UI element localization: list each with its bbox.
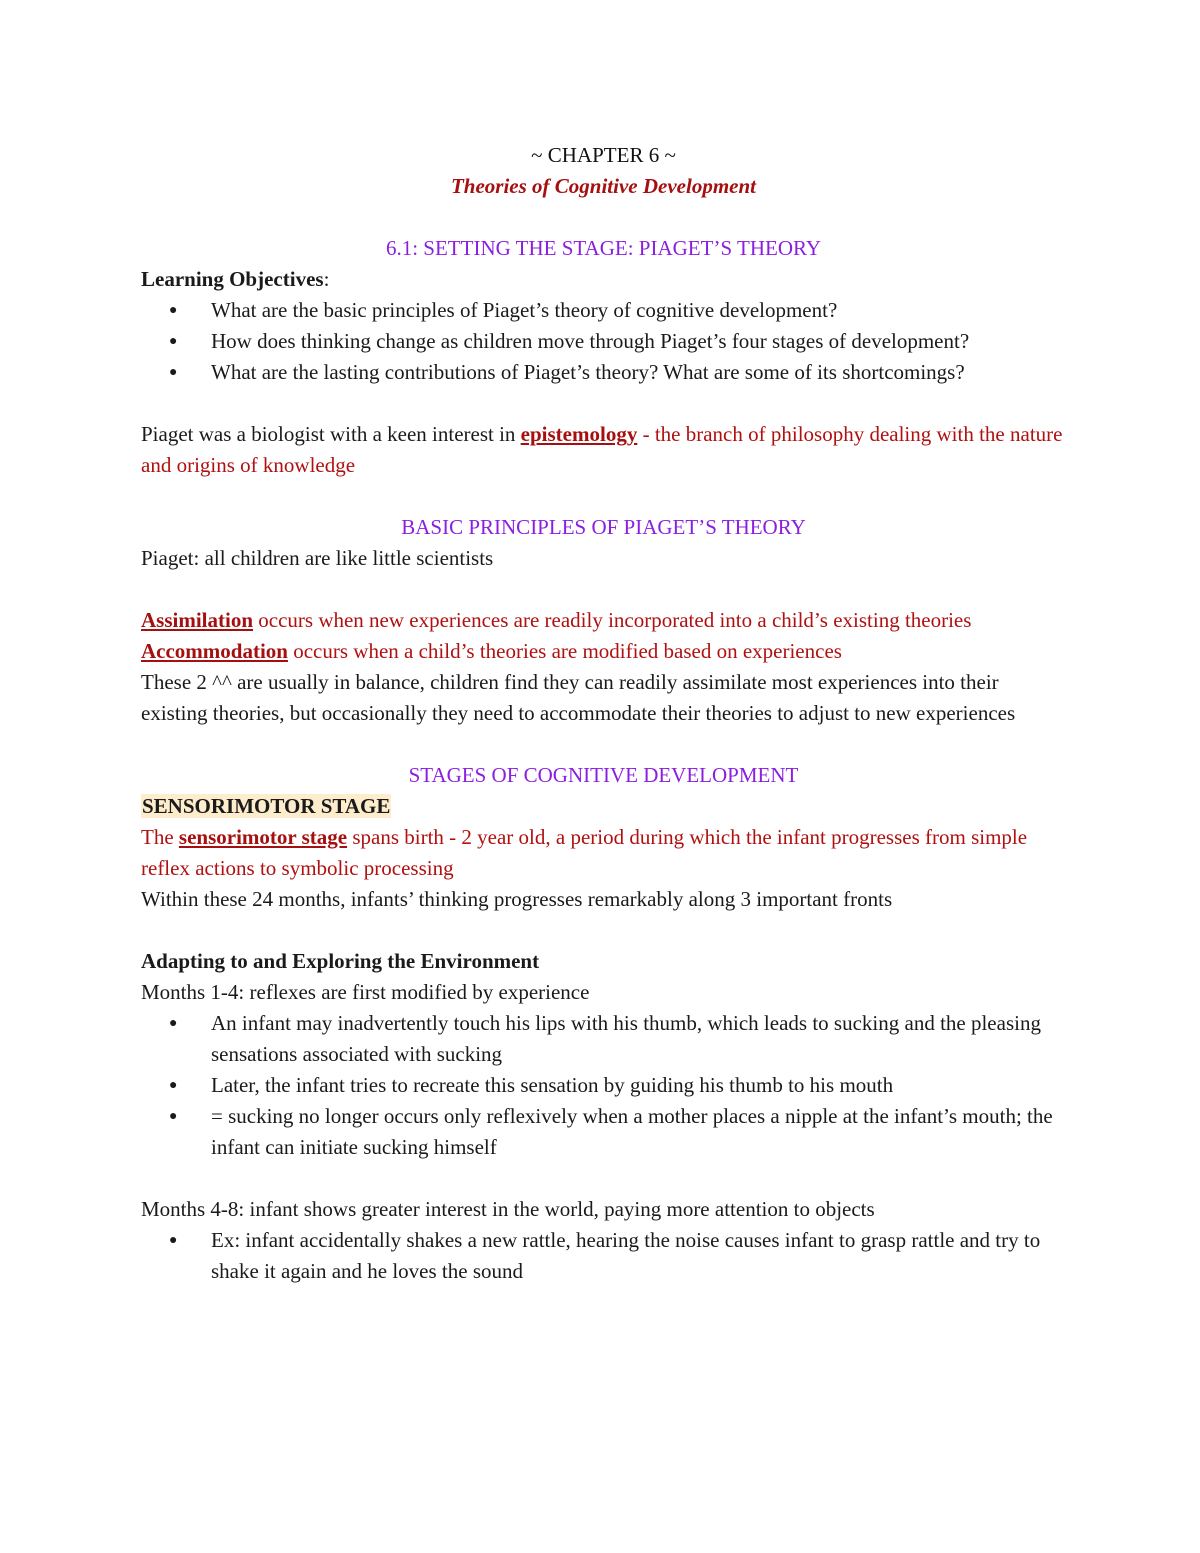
list-item: ● An infant may inadvertently touch his lips with his thumb, which leads to sucking and the pleasing sensations associated with sucking (211, 1008, 1066, 1070)
months-1-4-list (141, 1008, 1066, 1163)
term-sensorimotor-stage: sensorimotor stage (178, 825, 348, 849)
accommodation-def-text: occurs when a child’s theories are modified based on experiences (287, 639, 842, 663)
term-assimilation: Assimilation (141, 608, 254, 632)
chapter-label: ~ CHAPTER 6 ~ (531, 143, 676, 167)
definition-epistemology: - the branch of philosophy dealing with the nature and origins of knowledge (141, 422, 1063, 477)
sm-def-text: spans birth - 2 year old, a period during which the infant progresses from simple reflex actions to symbolic processing (141, 825, 1028, 880)
adapting-heading-text: Adapting to and Exploring the Environment (141, 949, 540, 973)
months-4-8-line: Months 4-8: infant shows greater interest in the world, paying more attention to objects (141, 1197, 875, 1221)
document-body (141, 140, 1066, 1287)
sensorimotor-highlight-label: SENSORIMOTOR STAGE (142, 794, 391, 818)
list-item: ● = sucking no longer occurs only reflexively when a mother places a nipple at the infant’s mouth; the infant can initiate sucking himself (211, 1101, 1066, 1163)
chapter-subtitle: Theories of Cognitive Development (450, 174, 757, 198)
list-item: ● What are the lasting contributions of Piaget’s theory? What are some of its shortcomings? (211, 357, 1066, 388)
list-item: ● Ex: infant accidentally shakes a new rattle, hearing the noise causes infant to grasp rattle and try to shake it again and he loves the sound (211, 1225, 1066, 1287)
term-epistemology: epistemology (520, 422, 638, 446)
piaget-intro (141, 419, 1066, 481)
sensorimotor-label-line (141, 791, 1066, 822)
sensorimotor-definition (141, 822, 1066, 884)
accommodation-definition (141, 636, 1066, 667)
learning-objectives-line (141, 264, 1066, 295)
months-4-8-list (141, 1225, 1066, 1287)
objectives-list (141, 295, 1066, 388)
three-fronts-line: Within these 24 months, infants’ thinking progresses remarkably along 3 important fronts (141, 887, 893, 911)
scientists-line: Piaget: all children are like little scientists (141, 546, 494, 570)
adapting-heading (141, 946, 1066, 977)
list-item: ● What are the basic principles of Piaget’s theory of cognitive development? (211, 295, 1066, 326)
balance-paragraph: These 2 ^^ are usually in balance, children find they can readily assimilate most experiences into their existing theories, but occasionally they need to accommodate their theories to adjust to new experiences (141, 670, 1016, 725)
learning-objectives-label: Learning Objectives (141, 267, 324, 291)
section-heading-basic-principles: BASIC PRINCIPLES OF PIAGET’S THEORY (401, 515, 806, 539)
sm-prefix: The (141, 825, 179, 849)
learning-objectives-colon: : (323, 267, 330, 291)
assimilation-def-text: occurs when new experiences are readily incorporated into a child’s existing theories (253, 608, 972, 632)
assimilation-definition (141, 605, 1066, 636)
list-item: ● How does thinking change as children move through Piaget’s four stages of development? (211, 326, 1066, 357)
intro-prefix: Piaget was a biologist with a keen interest in (141, 422, 521, 446)
months-1-4-line: Months 1-4: reflexes are first modified by experience (141, 980, 590, 1004)
term-accommodation: Accommodation (141, 639, 288, 663)
list-item: ● Later, the infant tries to recreate this sensation by guiding his thumb to his mouth (211, 1070, 1066, 1101)
section-heading-stages: STAGES OF COGNITIVE DEVELOPMENT (408, 763, 799, 787)
section-heading-6-1: 6.1: SETTING THE STAGE: PIAGET’S THEORY (385, 236, 822, 260)
